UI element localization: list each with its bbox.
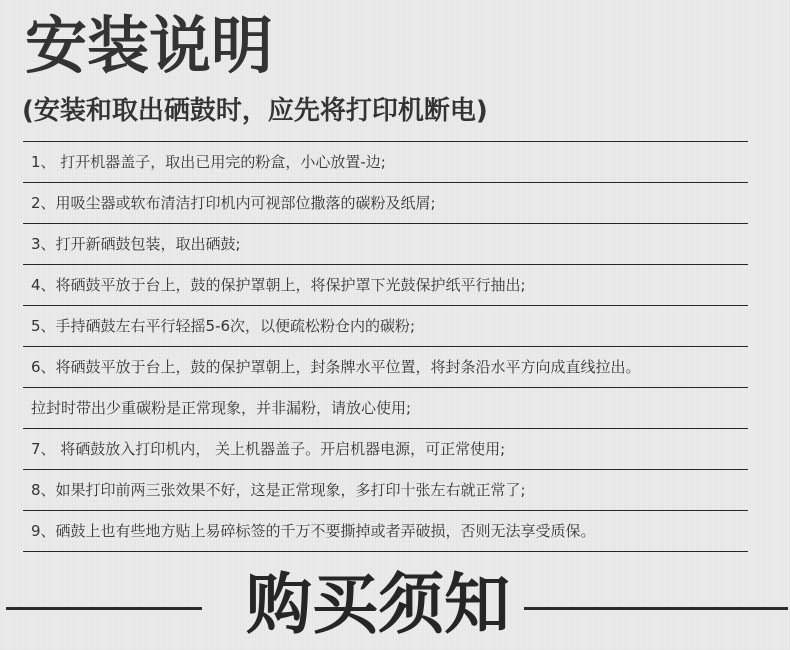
footer-section [0,560,790,650]
instruction-list [23,141,748,552]
instruction-item-8: 8、如果打印前两三张效果不好，这是正常现象，多打印十张左右就正常了; [23,470,748,511]
section-title: 购买须知 [246,566,510,643]
instruction-item-5: 5、手持硒鼓左右平行轻摇5-6次，以便疏松粉仓内的碳粉; [23,306,748,347]
footer-divider-left [6,607,202,610]
page-subtitle: (安装和取出硒鼓时，应先将打印机断电) [22,96,488,126]
instruction-item-9: 9、硒鼓上也有些地方贴上易碎标签的千万不要撕掉或者弄破损，否则无法享受质保。 [23,511,748,552]
instruction-note: 拉封时带出少重碳粉是正常现象，并非漏粉，请放心使用; [23,388,748,429]
instruction-item-2: 2、用吸尘器或软布清洁打印机内可视部位撒落的碳粉及纸屑; [23,183,748,224]
page-title: 安装说明 [25,9,274,82]
instruction-item-1: 1、 打开机器盖子，取出已用完的粉盒，小心放置-边; [23,142,748,183]
instruction-item-7: 7、 将硒鼓放入打印机内， 关上机器盖子。开启机器电源，可正常使用; [23,429,748,470]
instruction-item-4: 4、将硒鼓平放于台上，鼓的保护罩朝上，将保护罩下光鼓保护纸平行抽出; [23,265,748,306]
instruction-item-6: 6、将硒鼓平放于台上，鼓的保护罩朝上，封条牌水平位置，将封条沿水平方向成直线拉出。 [23,347,748,388]
footer-divider-right [524,607,788,610]
instruction-item-3: 3、打开新硒鼓包装，取出硒鼓; [23,224,748,265]
